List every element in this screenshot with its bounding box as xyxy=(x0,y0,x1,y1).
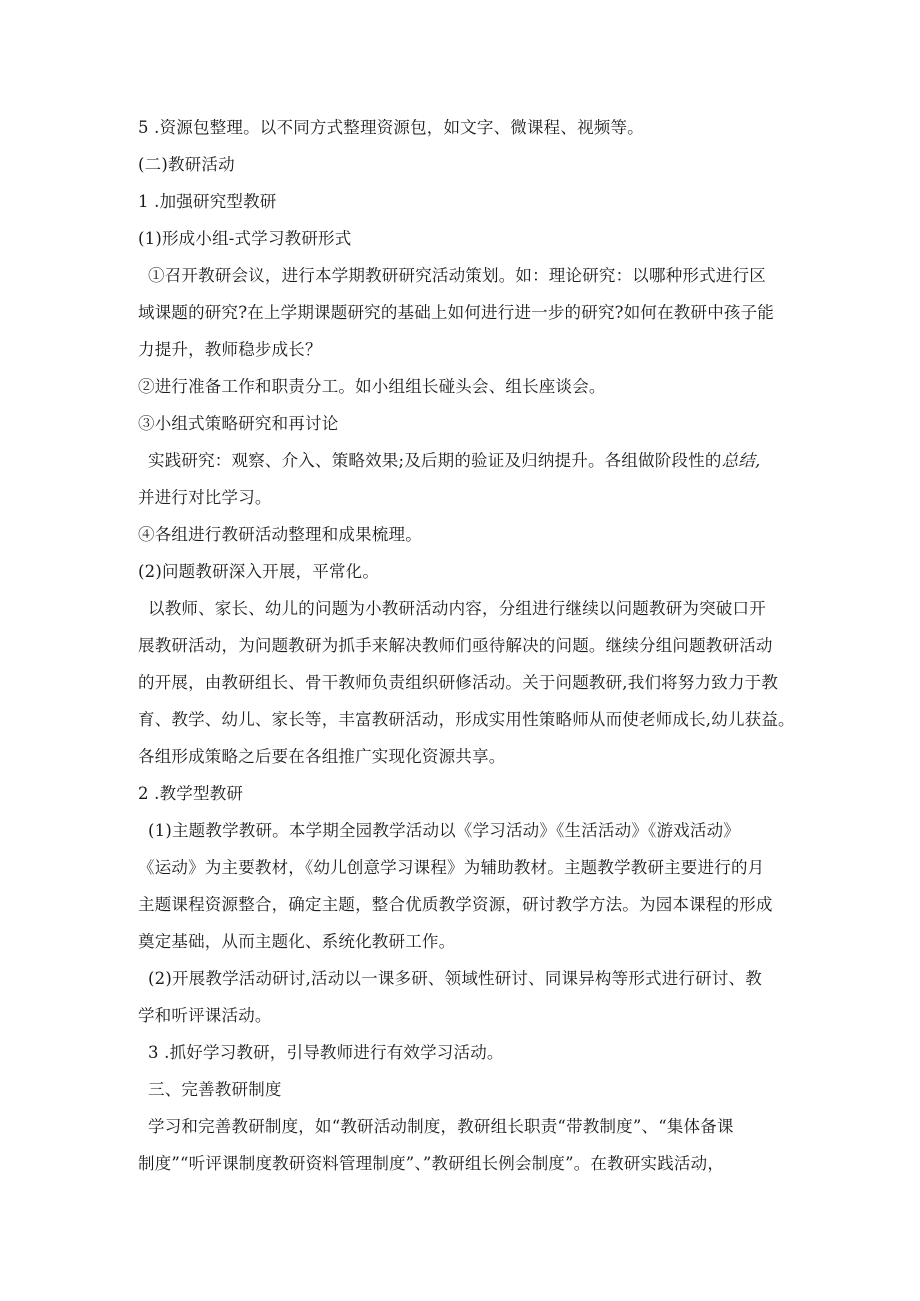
item-group-strategy: ③小组式策略研究和再讨论 xyxy=(138,414,339,433)
subheading-learning-research: 3 .抓好学习教研，引导教师进行有效学习活动。 xyxy=(148,1043,504,1062)
item-group-learning-form: (1)形成小组-式学习教研形式 xyxy=(138,229,352,248)
paragraph-teaching-discussion-line-1: (2)开展教学活动研讨,活动以一课多研、领域性研讨、同课异构等形式进行研讨、教 xyxy=(148,969,762,988)
section-heading-research-activities: (二)教研活动 xyxy=(138,155,235,174)
paragraph-theme-teaching-line-4: 奠定基础，从而主题化、系统化教研工作。 xyxy=(138,932,456,951)
paragraph-meeting-line-1: ①召开教研会议，进行本学期教研研究活动策划。如：理论研究：以哪种形式进行区 xyxy=(148,266,766,285)
paragraph-system-line-1: 学习和完善教研制度，如“教研活动制度，教研组长职责“带教制度”、“集体备课 xyxy=(148,1117,734,1136)
item-preparation-work: ②进行准备工作和职责分工。如小组组长碰头会、组长座谈会。 xyxy=(138,377,606,396)
paragraph-theme-teaching-line-2: 《运动》为主要教材，《幼儿创意学习课程》为辅助教材。主题教学教研主要进行的月 xyxy=(138,858,765,877)
paragraph-resource-package: 5 .资源包整理。以不同方式整理资源包，如文字、微课程、视频等。 xyxy=(138,118,644,137)
paragraph-problem-line-1: 以教师、家长、幼儿的问题为小教研活动内容，分组进行继续以问题教研为突破口开 xyxy=(148,599,766,618)
paragraph-problem-line-5: 各组形成策略之后要在各组推广实现化资源共享。 xyxy=(138,747,506,766)
paragraph-teaching-discussion-line-2: 学和听评课活动。 xyxy=(138,1006,272,1025)
paragraph-system-line-2: 制度”“听评课制度教研资料管理制度”、”教研组长例会制度”。在教研实践活动， xyxy=(138,1154,725,1173)
paragraph-problem-line-4: 育、教学、幼儿、家长等，丰富教研活动，形成实用性策略师从而使老师成长,幼儿获益。 xyxy=(138,710,795,729)
subheading-teaching-type: 2 .教学型教研 xyxy=(138,784,244,803)
practice-text: 实践研究：观察、介入、策略效果;及后期的验证及归纳提升。各组做阶段性的 xyxy=(148,451,722,470)
paragraph-meeting-line-2: 域课题的研究?在上学期课题研究的基础上如何进行进一步的研究?如何在教研中孩子能 xyxy=(138,303,774,322)
item-organize-results: ④各组进行教研活动整理和成果梳理。 xyxy=(138,525,422,544)
paragraph-meeting-line-3: 力提升，教师稳步成长？ xyxy=(138,340,322,359)
paragraph-problem-line-3: 的开展，由教研组长、骨干教师负责组织研修活动。关于问题教研,我们将努力致力于教 xyxy=(138,673,779,692)
section-heading-improve-system: 三、完善教研制度 xyxy=(148,1080,282,1099)
paragraph-theme-teaching-line-1: (1)主题教学教研。本学期全园教学活动以《学习活动》《生活活动》《游戏活动》 xyxy=(148,821,740,840)
paragraph-practice-research-line-1 xyxy=(148,451,798,471)
paragraph-problem-line-2: 展教研活动，为问题教研为抓手来解决教师们亟待解决的问题。继续分组问题教研活动 xyxy=(138,636,773,655)
subheading-research-type: 1 .加强研究型教研 xyxy=(138,192,277,211)
paragraph-practice-research-line-2: 并进行对比学习。 xyxy=(138,488,272,507)
item-problem-research: (2)问题教研深入开展，平常化。 xyxy=(138,562,380,581)
summary-word: 总结, xyxy=(721,451,761,470)
paragraph-theme-teaching-line-3: 主题课程资源整合，确定主题，整合优质教学资源，研讨教学方法。为园本课程的形成 xyxy=(138,895,773,914)
